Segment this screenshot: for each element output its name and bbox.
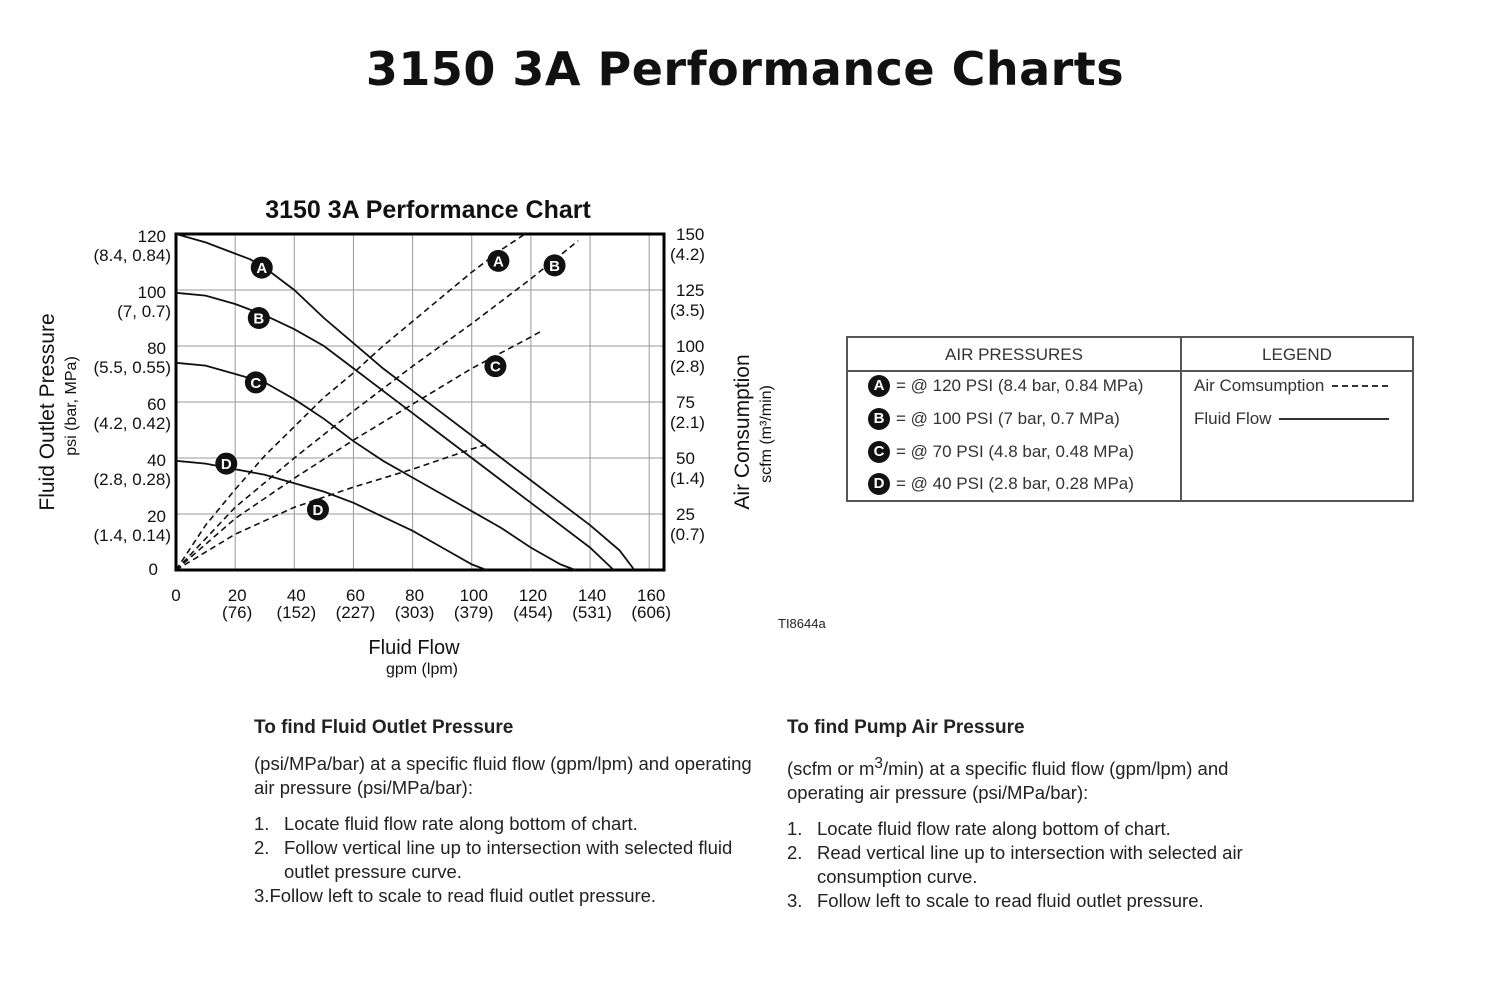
instructions-steps bbox=[254, 812, 774, 908]
y-tick-sublabel: (8.4, 0.84) bbox=[93, 246, 171, 265]
x-tick-label: 120 bbox=[518, 586, 548, 605]
y-tick-label: 60 bbox=[147, 395, 166, 414]
legend-row-c bbox=[868, 441, 1134, 463]
y-axis-units: psi (bar, MPa) bbox=[63, 356, 80, 456]
air-consumption-label: Air Comsumption bbox=[1194, 376, 1325, 395]
intro-text: /min) at a specific fluid flow (gpm/lpm) and operating air pressure (psi/MPa/bar): bbox=[787, 758, 1229, 804]
x-tick-label: 160 bbox=[637, 586, 666, 605]
fluid-flow-curve-d bbox=[176, 461, 487, 570]
y-axis-label: Fluid Outlet Pressure bbox=[36, 313, 59, 511]
curve-marker-label: D bbox=[220, 456, 232, 474]
curve-marker-label: B bbox=[549, 257, 560, 275]
x-tick-sublabel: (454) bbox=[513, 603, 553, 622]
badge-a: A bbox=[868, 375, 890, 397]
y2-axis-label: Air Consumption bbox=[731, 354, 754, 510]
y-tick-sublabel: (7, 0.7) bbox=[117, 302, 171, 321]
legend-divider bbox=[1180, 338, 1182, 500]
instructions-steps bbox=[787, 817, 1307, 913]
step-item bbox=[787, 817, 1307, 841]
legend-key-air-consumption bbox=[1194, 376, 1388, 396]
legend-row-text: = @ 100 PSI (7 bar, 0.7 MPa) bbox=[896, 409, 1120, 428]
step-number: 1. bbox=[254, 813, 270, 834]
y2-tick-sublabel: (4.2) bbox=[670, 245, 705, 264]
page-title: 3150 3A Performance Charts bbox=[365, 42, 1125, 96]
fluid-flow-label: Fluid Flow bbox=[1194, 409, 1272, 428]
x-tick-sublabel: (606) bbox=[631, 603, 672, 622]
y-tick-sublabel: (2.8, 0.28) bbox=[93, 470, 171, 489]
chart-title: 3150 3A Performance Chart bbox=[265, 196, 591, 224]
x-tick-sublabel: (379) bbox=[453, 603, 494, 622]
y-tick-sublabel: (5.5, 0.55) bbox=[93, 358, 171, 377]
step-item bbox=[787, 841, 1307, 889]
y2-tick-sublabel: (1.4) bbox=[670, 469, 705, 488]
step-text: Locate fluid flow rate along bottom of chart. bbox=[284, 813, 638, 834]
solid-line-swatch bbox=[1279, 418, 1389, 420]
step-text: Follow vertical line up to intersection with selected fluid outlet pressure curve. bbox=[284, 837, 733, 882]
instructions-air-pressure bbox=[787, 716, 1307, 913]
step-item bbox=[787, 889, 1307, 913]
y-tick-label: 20 bbox=[147, 507, 166, 526]
y2-tick-sublabel: (0.7) bbox=[670, 525, 705, 544]
legend-key-fluid-flow bbox=[1194, 409, 1389, 429]
y2-tick-sublabel: (3.5) bbox=[670, 301, 705, 320]
x-tick-sublabel: (531) bbox=[572, 603, 612, 622]
step-item bbox=[254, 812, 774, 836]
x-tick-sublabel: (76) bbox=[222, 603, 253, 622]
step-text: Locate fluid flow rate along bottom of chart. bbox=[817, 818, 1171, 840]
curve-marker-label: C bbox=[489, 358, 501, 376]
legend-row-d bbox=[868, 473, 1134, 495]
x-tick-label: 80 bbox=[405, 586, 425, 605]
y2-tick-sublabel: (2.1) bbox=[670, 413, 705, 432]
y-tick-label: 40 bbox=[147, 451, 166, 470]
intro-text: (scfm or m bbox=[787, 758, 875, 780]
legend-row-b bbox=[868, 408, 1120, 430]
step-text: Follow left to scale to read fluid outlet pressure. bbox=[817, 890, 1204, 912]
y2-axis-units: scfm (m³/min) bbox=[758, 385, 775, 483]
instructions-intro bbox=[787, 752, 1307, 805]
y-tick-label: 100 bbox=[137, 283, 166, 302]
y2-tick-label: 50 bbox=[676, 449, 695, 468]
instructions-intro: (psi/MPa/bar) at a specific fluid flow (gpm/lpm) and operating air pressure (psi/MPa/bar): bbox=[254, 753, 752, 798]
air-pressures-header: AIR PRESSURES bbox=[848, 338, 1180, 372]
step-item bbox=[254, 884, 774, 908]
y2-tick-label: 150 bbox=[676, 225, 705, 244]
badge-d: D bbox=[868, 473, 890, 495]
y-tick-sublabel: (4.2, 0.42) bbox=[93, 414, 171, 433]
curve-marker-label: C bbox=[250, 374, 262, 392]
instructions-heading: To find Pump Air Pressure bbox=[787, 717, 1025, 738]
x-tick-sublabel: (227) bbox=[335, 603, 376, 622]
y-tick-label: 0 bbox=[148, 560, 158, 579]
y-tick-label: 80 bbox=[147, 339, 166, 358]
legend-table bbox=[846, 336, 1414, 502]
curve-marker-label: D bbox=[312, 502, 324, 520]
x-tick-label: 20 bbox=[227, 586, 247, 605]
badge-b: B bbox=[868, 408, 890, 430]
step-number: 3. bbox=[787, 890, 803, 912]
y-tick-label: 120 bbox=[137, 227, 166, 246]
legend-row-text: = @ 70 PSI (4.8 bar, 0.48 MPa) bbox=[896, 442, 1134, 461]
instructions-fluid-pressure bbox=[254, 716, 774, 908]
intro-superscript: 3 bbox=[874, 755, 883, 772]
x-axis-label: Fluid Flow bbox=[368, 637, 460, 659]
x-axis-units: gpm (lpm) bbox=[385, 661, 459, 678]
step-number: 2. bbox=[787, 842, 803, 864]
badge-c: C bbox=[868, 441, 890, 463]
y2-tick-label: 25 bbox=[676, 505, 695, 524]
step-text: Read vertical line up to intersection with selected air consumption curve. bbox=[817, 842, 1243, 888]
fluid-flow-curve-b bbox=[176, 293, 614, 570]
x-tick-sublabel: (152) bbox=[276, 603, 317, 622]
x-tick-label: 60 bbox=[345, 586, 365, 605]
x-tick-label: 140 bbox=[577, 586, 607, 605]
legend-row-text: = @ 120 PSI (8.4 bar, 0.84 MPa) bbox=[896, 376, 1144, 395]
y2-tick-label: 125 bbox=[676, 281, 705, 300]
dashed-line-swatch bbox=[1332, 385, 1388, 387]
step-number: 3. bbox=[254, 885, 270, 906]
y2-tick-sublabel: (2.8) bbox=[670, 357, 705, 376]
figure-id: TI8644a bbox=[778, 616, 826, 631]
curve-marker-label: B bbox=[253, 310, 265, 328]
x-tick-label: 0 bbox=[171, 586, 181, 605]
x-tick-label: 40 bbox=[286, 586, 306, 605]
step-number: 1. bbox=[787, 818, 803, 840]
curve-marker-label: A bbox=[256, 260, 268, 278]
instructions-heading: To find Fluid Outlet Pressure bbox=[254, 717, 514, 738]
step-number: 2. bbox=[254, 837, 270, 858]
x-tick-sublabel: (303) bbox=[394, 603, 435, 622]
legend-header: LEGEND bbox=[1182, 338, 1412, 372]
legend-row-text: = @ 40 PSI (2.8 bar, 0.28 MPa) bbox=[896, 474, 1134, 493]
y2-tick-label: 100 bbox=[676, 337, 705, 356]
curve-marker-label: A bbox=[492, 253, 504, 271]
x-tick-label: 100 bbox=[459, 586, 488, 605]
y-tick-sublabel: (1.4, 0.14) bbox=[93, 526, 171, 545]
step-item bbox=[254, 836, 774, 884]
y2-tick-label: 75 bbox=[676, 393, 695, 412]
legend-row-a bbox=[868, 375, 1143, 397]
step-text: Follow left to scale to read fluid outlet pressure. bbox=[269, 885, 657, 906]
